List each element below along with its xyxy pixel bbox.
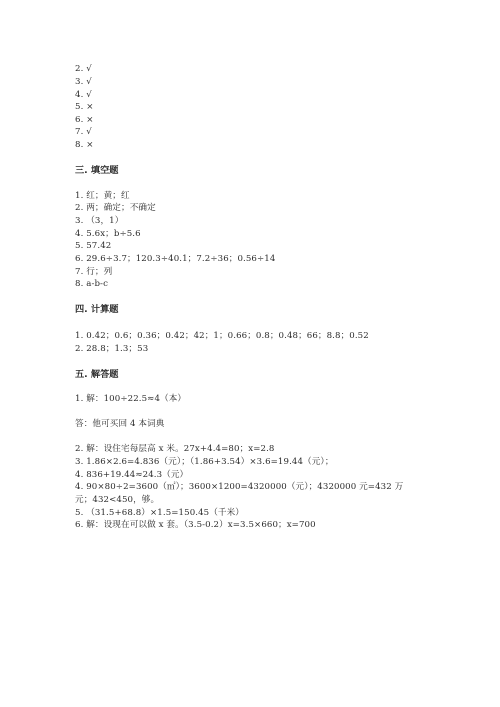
judge-answer-5: 5. × (75, 102, 94, 112)
solve-answer-1-conclusion: 答：他可买回 4 本词典 (75, 419, 165, 429)
fill-answer-3: 3. （3，1） (75, 216, 124, 226)
section-heading-calculation: 四. 计算题 (75, 304, 119, 315)
fill-answer-2: 2. 两；确定；不确定 (75, 203, 156, 213)
judge-answer-4: 4. √ (75, 90, 92, 100)
judge-answer-8: 8. × (75, 140, 94, 150)
calc-answer-2: 2. 28.8；1.3；53 (75, 344, 149, 354)
solve-answer-5: 5. （31.5+68.8）×1.5=150.45（千米） (75, 508, 245, 518)
fill-answer-8: 8. a-b-c (75, 279, 108, 289)
section-heading-solve: 五. 解答题 (75, 369, 119, 380)
section-heading-fill-blank: 三. 填空题 (75, 165, 119, 176)
fill-answer-5: 5. 57.42 (75, 241, 112, 251)
fill-answer-1: 1. 红；黄；红 (75, 191, 130, 201)
fill-answer-7: 7. 行；列 (75, 267, 113, 277)
solve-answer-3-continued: 4. 836+19.44≈24.3（元） (75, 470, 189, 480)
solve-answer-4: 4. 90×80÷2=3600（㎡）；3600×1200=4320000（元）；4320000 元=432 万 (75, 482, 404, 492)
solve-answer-3: 3. 1.86×2.6=4.836（元）；（1.86+3.54）×3.6=19.44（元）； (75, 457, 334, 467)
judge-answer-7: 7. √ (75, 127, 92, 137)
fill-answer-6: 6. 29.6÷3.7；120.3÷40.1；7.2÷36；0.56÷14 (75, 254, 276, 264)
judge-answer-2: 2. √ (75, 64, 92, 74)
judge-answer-3: 3. √ (75, 77, 92, 87)
calc-answer-1: 1. 0.42；0.6；0.36；0.42；42；1；0.66；0.8；0.48；66；8.8；0.52 (75, 331, 369, 341)
solve-answer-2: 2. 解：设住宅每层高 x 米。27x+4.4=80；x=2.8 (75, 444, 275, 454)
solve-answer-4-continued: 元；432<450，够。 (75, 495, 160, 505)
fill-answer-4: 4. 5.6x；b÷5.6 (75, 229, 141, 239)
judge-answer-6: 6. × (75, 115, 94, 125)
solve-answer-6: 6. 解：设现在可以做 x 套。（3.5-0.2）x=3.5×660；x=700 (75, 520, 316, 530)
solve-answer-1: 1. 解：100÷22.5≈4（本） (75, 394, 187, 404)
